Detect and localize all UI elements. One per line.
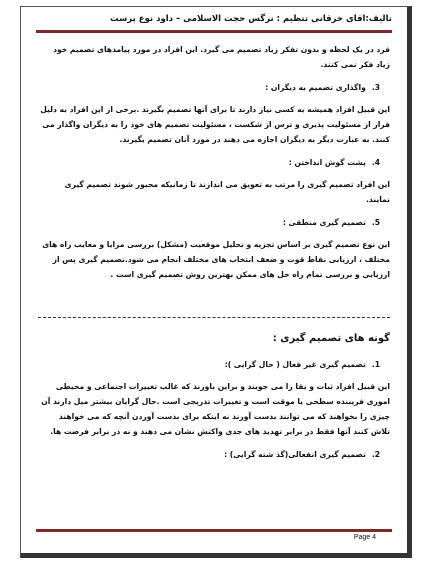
types-content — [40, 360, 390, 469]
item-title: واگذاری تصمیم به دیگران : — [265, 83, 366, 92]
page-number: Page 4 — [353, 534, 376, 541]
page-header: تالیف:اقای خرقانی تنظیم : نرگس حجت الاسلامی – داود نوع پرست — [110, 14, 392, 24]
footer-divider — [36, 529, 392, 532]
intro-paragraph: فرد در یک لحظه و بدون تفکر زیاد تصمیم می گیرد. این افراد در مورد پیامدهای تصمیم خود زیاد فکر نمی کنند. — [53, 45, 390, 69]
item-body-4: این افراد تصمیم گیری را مرتب به تعویق می اندازند تا زمانیکه مجبور شوند تصمیم گیری نمایند. — [64, 180, 390, 204]
item-heading-5 — [40, 218, 390, 227]
type-number: 1. — [371, 360, 380, 369]
item-body-5: این نوع تصمیم گیری بر اساس تجزیه و تحلیل موقعیت (مشکل) بررسی مزایا و معایب راه های مختلف ، ارزیابی نقاط قوت و ضعف انتخاب های مختلف انجام می شود.تصمیم گیری پس از ارزیابی و بررسی تمام راه حل های ممکن بهترین روش تصمیم گیری است . — [42, 240, 390, 279]
item-heading-3 — [40, 83, 390, 92]
type-number: 2. — [371, 450, 380, 459]
type-title: تصمیم گیری انفعالی(گذ شته گرایی) : — [224, 450, 366, 459]
type-title: تصمیم گیری غیر فعال ( حال گرایی ): — [224, 360, 366, 369]
type-heading-1 — [40, 360, 390, 369]
main-content — [40, 42, 390, 282]
type-heading-2 — [40, 450, 390, 459]
item-heading-4 — [40, 158, 390, 167]
section-divider — [38, 317, 390, 318]
item-number: 5. — [371, 218, 380, 227]
header-divider — [36, 30, 392, 33]
section-title: گونه های تصمیم گیری : — [272, 333, 390, 344]
item-number: 4. — [371, 158, 380, 167]
item-body-3: این قبیل افراد همیشه به کسی نیاز دارند تا برای آنها تصمیم بگیرند .برخی از این افراد به دلیل فرار از مسئولیت پذیری و ترس از شکست ، مسئولیت تصمیم های خود را به دیگران واگذار می کنند. به عبارت دیگر به دیگران اجازه می دهند در مورد آنان تصمیم بگیرند. — [40, 105, 390, 144]
item-number: 3. — [371, 83, 380, 92]
item-title: تصمیم گیری منطقی : — [282, 218, 366, 227]
item-title: پشت گوش انداختن : — [288, 158, 366, 167]
type-body-1: این قبیل افراد ثبات و بقا را می جویند و براین باورند که غالب تغییرات اجتماعی و محیطی اموری فریبنده سطحی یا موقت است و تغییرات تدریجی است .حال گرایان بیشتر میل دارند آن چیزی را بخواهند که می توانند بدست آورند نه اینکه برای بدست آوردن آنچه که می خواهند تلاش کنند آنها فقط در برابر تهدید های جدی واکنش نشان می دهند و نه در برابر فرصت ها. — [41, 382, 390, 436]
